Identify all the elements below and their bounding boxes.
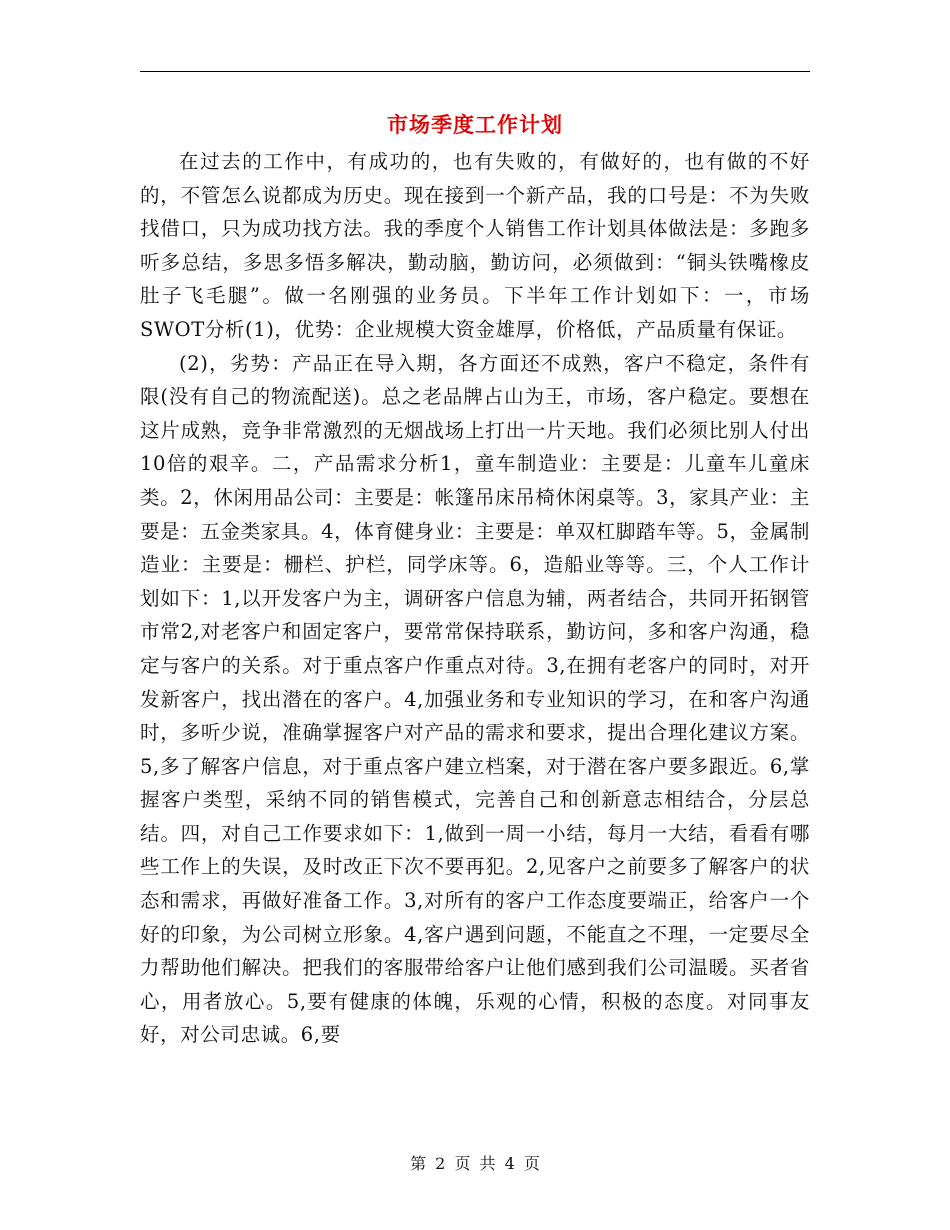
header-rule [140,71,810,72]
document-title: 市场季度工作计划 [387,112,563,137]
body-paragraph-1: 在过去的工作中，有成功的，也有失败的，有做好的，也有做的不好的，不管怎么说都成为历史。现在接到一个新产品，我的口号是：不为失败找借口，只为成功找方法。我的季度个人销售工作计划具体做法是：多跑多听多总结，多思多悟多解决，勤动脑，勤访问，必须做到：“铜头铁嘴橡皮肚子飞毛腿”。做一名刚强的业务员。下半年工作计划如下：一，市场SWOT分析(1)，优势：企业规模大资金雄厚，价格低，产品质量有保证。 [140,150,810,341]
document-body [140,145,810,1052]
body-paragraph-2: (2)，劣势：产品正在导入期，各方面还不成熟，客户不稳定，条件有限(没有自己的物流配送)。总之老品牌占山为王，市场，客户稳定。要想在这片成熟，竞争非常激烈的无烟战场上打出一片天地。我们必须比别人付出10倍的艰辛。二，产品需求分析1，童车制造业：主要是：儿童车儿童床类。2，休闲用品公司：主要是：帐篷吊床吊椅休闲桌等。3，家具产业：主要是：五金类家具。4，体育健身业：主要是：单双杠脚踏车等。5，金属制造业：主要是：栅栏、护栏，同学床等。6，造船业等等。三，个人工作计划如下：1,以开发客户为主，调研客户信息为辅，两者结合，共同开拓钢管市常2,对老客户和固定客户，要常常保持联系，勤访问，多和客户沟通，稳定与客户的关系。对于重点客户作重点对待。3,在拥有老客户的同时，对开发新客户，找出潜在的客户。4,加强业务和专业知识的学习，在和客户沟通时，多听少说，准确掌握客户对产品的需求和要求，提出合理化建议方案。5,多了解客户信息，对于重点客户建立档案，对于潜在客户要多跟近。6,掌握客户类型，采纳不同的销售模式，完善自己和创新意志相结合，分层总结。四，对自己工作要求如下：1,做到一周一小结，每月一大结，看看有哪些工作上的失误，及时改正下次不要再犯。2,见客户之前要多了解客户的状态和需求，再做好准备工作。3,对所有的客户工作态度要端正，给客户一个好的印象，为公司树立形象。4,客户遇到问题，不能直之不理，一定要尽全力帮助他们解决。把我们的客服带给客户让他们感到我们公司温暖。买者省心，用者放心。5,要有健康的体魄，乐观的心情，积极的态度。对同事友好，对公司忠诚。6,要 [140,351,810,1047]
page-number-footer: 第 2 页 共 4 页 [410,1154,540,1173]
